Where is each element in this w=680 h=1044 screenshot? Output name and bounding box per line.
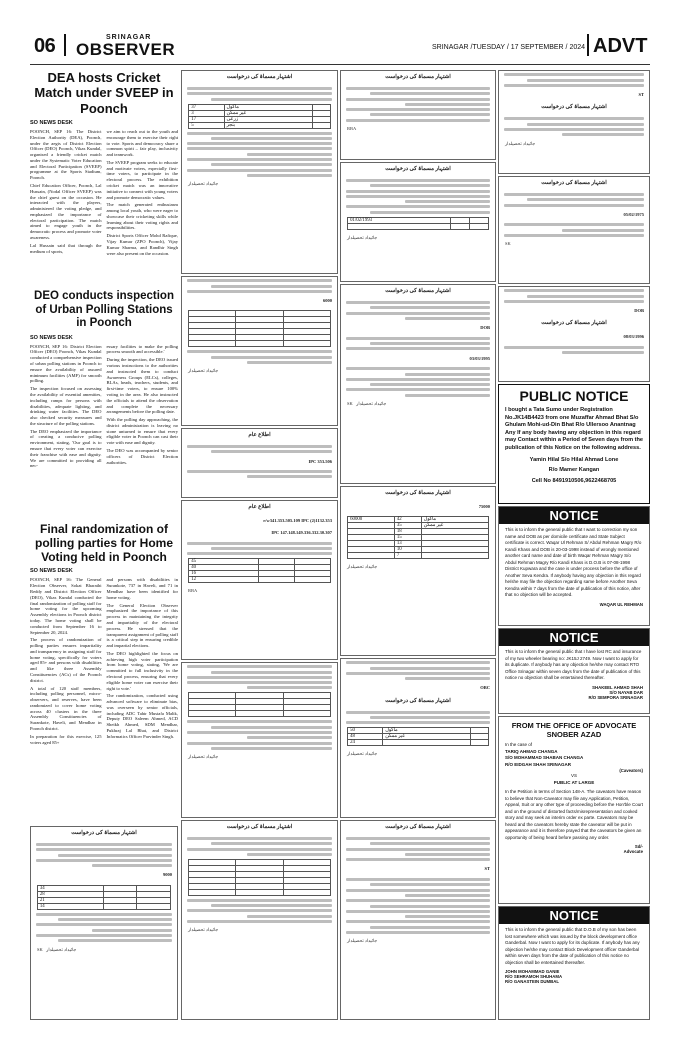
classified-ad (498, 176, 650, 284)
land-table (347, 727, 489, 746)
table-cell: 15 (394, 534, 421, 540)
story-column-2 (107, 129, 179, 258)
story-column-1 (30, 344, 102, 471)
ad-footer: RBA (188, 588, 198, 594)
advocate-heading: FROM THE OFFICE OF ADVOCATE SNOBER AZAD (511, 721, 637, 739)
ad-footer: جائیداد تحصیلدار (347, 234, 378, 240)
table-cell: 16 (189, 571, 259, 577)
ad-footer: جائیداد تحصیلدار (188, 368, 219, 374)
notice-signature: R/O SEHRAMOH SHUHAMA (505, 974, 563, 980)
ad-footer: جائیداد تحصیلدار (347, 751, 378, 757)
amount: 9000 (163, 872, 172, 878)
table-cell: 28 (37, 891, 103, 897)
table-cell: 3 (189, 110, 224, 116)
header-divider (64, 34, 66, 56)
story-column-2 (107, 344, 179, 471)
table-cell: 10 (394, 546, 421, 552)
paragraph: POONCH, SEP 16: The District Election Authority (DEA), Poonch, under the aegis of District Election Officer (DEO) Poonch, Vikas Kundal, organised a friendly cricket match under the Systematic Voter Education and Electoral Participation (SVEEP) programme at the Sports Stadium, Poonch. (30, 128, 102, 181)
table-cell: زرعی (224, 116, 312, 122)
brand-city: SRINAGAR (106, 34, 152, 41)
classified-ad (340, 486, 496, 656)
ad-heading: اشتہار مسماۃ کی درخواست (385, 490, 451, 496)
ad-heading: اشتہار مسماۃ کی درخواست (385, 697, 451, 704)
classified-ad (30, 826, 178, 1020)
story-byline: SO NEWS DESK (30, 119, 73, 126)
story-byline: SO NEWS DESK (30, 334, 73, 341)
table-cell: غیر ممکن (421, 522, 488, 528)
party-name: TARIQ AHMAD CHANGA (505, 748, 558, 754)
paragraph: A total of 120 staff members, including polling personnel, micro-observers, and reserves, have been randomized to cover home voting across 40 clusters in the three Assembly Constituencies of Surankote, Haveli, and Mendhar in Poonch district. (30, 685, 102, 731)
table-cell: 40 (189, 565, 259, 571)
notice-signature: SHAKEEL AHMAD SHAH (592, 684, 643, 690)
category: OBC (480, 685, 490, 691)
notice-lost-dob (498, 906, 650, 1020)
notice-signature: R/O GANASTEIN DUMBAL (505, 979, 559, 985)
notice-body: This is to inform the general public that I want to correction my son name and DOB as per domicile certificate and State Subject certificate is correct. Waqar Ul Rehman S/ Abdul Rehman Magry R/o Kandi Khass and DOB is 20-03-1998 instead of wrongly mentioned another card name and date of birth Waqar Rehman Magry S/o Abdul Rehman Magry R/o Kandi Khass is D.O.B is 07-08-1998 District Kupwara and the case is under process before the office of Another Seva Kendra. If anybody having any objection in this regard he/she may file the objection regarding same before Another Seva Kendra within 7 days from the date of publication of this notice, after that no objection will be accepted. (505, 527, 642, 598)
amount: 75000 (478, 503, 490, 509)
land-table (188, 104, 331, 129)
story-randomization (30, 522, 178, 747)
classified-ad (498, 70, 650, 174)
advocate-body: In the Petition in terms of Section 148-A. The caveators have reason to believe that Non-Caveator may file any Application, Petition, Appeal, Suit or any other type of proceeding before the Hon'ble Court and on the ground of distorted facts/misrepresentation and cooked story and may seek an interim order ex parte. Caveators may be heard and the caveators hereby state the caveator will be put in appearance and it is therefore prayed that the caveators be given an opportunity of being heard before passing any order. (505, 789, 643, 840)
ad-heading: اشتہار مسماۃ کی درخواست (385, 166, 451, 172)
table-cell: 45 (189, 559, 259, 565)
classified-ad (340, 658, 496, 818)
story-byline: SO NEWS DESK (30, 568, 73, 575)
notice-address: R/o Mamer Kangan (548, 467, 600, 474)
notice-heading: NOTICE (499, 907, 649, 924)
ad-heading: اطلاع عام (248, 504, 271, 510)
page-header (0, 0, 680, 66)
story-inspection (30, 290, 178, 471)
paragraph: The randomization, conducted using advanced software to eliminate bias, was overseen by senior officials, including ADC Tahir Mustafa Malik, Deputy DEO Saleem Ahmed, ACD Sheikh Ahmed, SDM Mendhar, Pukhraj Lal Bhat, and District Informatics Officer Parvinder Singh. (106, 693, 178, 739)
classified-ad (498, 286, 650, 382)
paragraph: District Sports Officer Mohd Rafique, Vijay Kumar (ZPO Poonch), Vijay Kumar Sharma, and Randhir Singh were also present on the occasion. (106, 233, 178, 256)
notice-name: Yamin Hilal S/o Hilal Ahmad Lone (529, 457, 619, 464)
paragraph: and persons with disabilities in Surankote, 737 in Haveli, and 71 in Mendhar have been identified for home voting. (106, 577, 178, 600)
land-table (188, 558, 331, 583)
advocate-signature: Advocate (623, 849, 643, 855)
brand-logo: OBSERVER (76, 40, 176, 59)
classified-ad (181, 276, 338, 426)
party-parent: S/O MOHAMMAD SHABAN CHANGA (505, 755, 584, 761)
public-notice (498, 384, 650, 504)
ad-footer: جائیداد تحصیلدار (188, 754, 219, 760)
ad-footer: SK جائیداد تحصیلدار (347, 401, 387, 407)
paragraph: we aim to reach out to the youth and encourage them to exercise their right to vote. Sports and democracy share a common spirit – fair play, inclusivity and teamwork. (106, 128, 178, 158)
classified-ad (340, 162, 496, 282)
classified-ad (340, 284, 496, 484)
table-cell: غیر ممکن (383, 734, 471, 740)
paragraph: In preparation for this exercise, 125 voters aged 85+ (30, 733, 102, 745)
ad-footer: SK (505, 241, 511, 247)
ad-heading: اشتہار مسماۃ کی درخواست (541, 320, 607, 327)
notice-name-correction (498, 506, 650, 626)
ad-footer: SK جائیداد تحصیلدار (37, 946, 77, 952)
table-cell: 01/02/1993 (348, 217, 451, 223)
ad-heading: اشتہار مسماۃ کی درخواست (541, 180, 607, 186)
category: ST (484, 866, 490, 872)
advocate-signature: Sd/- (634, 844, 643, 850)
header-rule (30, 64, 650, 65)
paragraph: The General Election Observer emphasized the importance of this process in maintaining the integrity and impartiality of the electoral process. He stressed that the transparent assignment of polling staff is a critical step in ensuring credible and impartial elections. (106, 602, 178, 649)
notice-lost-rc (498, 628, 650, 714)
story-column-1 (30, 577, 102, 747)
ad-footer: جائیداد تحصیلدار (188, 181, 219, 187)
table-cell: 18 (394, 528, 421, 534)
classified-ad (181, 662, 338, 818)
page-number: 06 (34, 35, 56, 57)
notice-body: I bought a Tata Sumo under Registration No.JK14B4423 from one Muzaffar Ahmad Bhat S/o Ghulam Mohi-ud-Din Bhat R/o Ullersoo Anantnag Any If any body having any objection in this regard may Contact within a Period of Seven days from the publication of this Notice on the following address. (505, 407, 644, 451)
section-label: ADVT (593, 35, 648, 57)
story-headline: DEA hosts Cricket Match under SVEEP in Poonch (34, 70, 174, 116)
ad-heading: اشتہار مسماۃ کی درخواست (226, 74, 293, 80)
paragraph: The SVEEP program seeks to educate and motivate voters, especially first-time voters, to participate in the electoral process. The exhibition cricket match was an innovative initiative to connect with young voters and promote democratic values. (106, 159, 178, 200)
classified-ad (340, 820, 496, 1020)
paragraph: Chief Education Officer, Poonch, Lal Hussain, (Nodal Officer SVEEP) was the chief guest on the occasion. He interacted with the players, administered the voting pledge, and emphasized the importance of electoral participation. The match aimed to engage youth in the democratic process and promote voter awareness. (30, 183, 102, 241)
table-cell: 34 (37, 885, 103, 891)
notice-heading: NOTICE (499, 629, 649, 646)
land-table (37, 885, 171, 910)
classified-ad (181, 70, 338, 274)
table-cell: 5 (189, 122, 224, 128)
ipc-section: 147.148.149.336.332.30.307 IPC (271, 529, 332, 535)
table-cell: غیر ممکن (224, 110, 312, 116)
dob-label: DOB (480, 325, 490, 331)
table-cell: 37 (189, 104, 224, 110)
ad-heading: اشتہار مسماۃ کی درخواست (71, 830, 137, 836)
paragraph: essary facilities to make the polling process smooth and accessible.' (106, 343, 178, 355)
table-cell: ماکول (383, 728, 471, 734)
notice-body: This is to inform the general public that D.O.B of my son has been lost somewhere which was issued by the block development office Ganderbal. Now I want to apply for its duplicate. If anybody has any objection he/she may contact Block Development officer Ganderbal within seven days from the date of publication of this notice no objection shall be entertained thereafter. (505, 927, 640, 965)
story-column-2 (107, 577, 179, 747)
table-cell: 12 (189, 577, 259, 583)
table-cell: 35 (394, 522, 421, 528)
ad-heading: اشتہار مسماۃ کی درخواست (385, 74, 451, 80)
ad-heading: اطلاع عام (248, 432, 271, 438)
ipc-section: 353.506 IPC (308, 458, 332, 464)
dob-label: DOB (634, 308, 644, 314)
notice-signature: R/O SEMPORA SRINAGAR (588, 694, 643, 700)
paragraph: The process of randomization of polling parties ensures impartiality and transparency in assigning staff for home voting, specifically for voters aged 85+ and persons with disabilities and like three Assembly Constituencies (ACs) of the Poonch district. (30, 637, 102, 683)
ad-footer: جائیداد تحصیلدار (188, 927, 219, 933)
table-cell: 14 (37, 903, 103, 909)
paragraph: The match generated enthusiasm among local youth, who were eager to showcase their cricketing skills while learning about their voting rights and responsibilities. (106, 202, 178, 231)
section-divider (587, 34, 589, 56)
table-cell: بنجر (224, 122, 312, 128)
ad-heading: اشتہار مسماۃ کی درخواست (385, 288, 451, 294)
paragraph: POONCH, SEP 16: The General Election Observer, Sokat Bharathi Reddy and District Election Officer (DEO), Vikas Kundal conducted the final randomization of polling staff for home voting for the upcoming Assembly elections in Poonch district today. The home voting shall be conducted from September 16 to September 20, 2024. (30, 577, 102, 635)
ad-footer: جائیداد تحصیلدار (505, 140, 536, 146)
opposing-party: PUBLIC AT LARGE (553, 779, 595, 785)
paragraph: The DEO emphasized the importance of creating a conducive polling environment, stating, 'Our goal is to ensure that every voter can exercise their franchise with ease and dignity. We are committed to providing all nec- (30, 428, 102, 469)
ipc-section: 1132.353(2) r/w341.353.505.109 IPC (263, 517, 332, 523)
land-table (347, 217, 489, 230)
notice-signature: S/O NAYAB DAR (609, 689, 643, 695)
notice-heading: NOTICE (499, 507, 649, 524)
story-cricket (30, 70, 178, 258)
notice-body: This is to inform the general public that I have lost RC and insurance of my two wheeler bearing no: JK15J 2749. Now I want to apply for its duplicate. If anybody has any objection he/she may contact RTO Office Srinagar within seven days from the date of publication of this notice no objection shall be entertained thereafter. (505, 649, 642, 681)
ad-footer: RBA (347, 126, 357, 132)
paragraph: Lal Hussain said that through the medium of sports, (30, 242, 102, 254)
party-role: (Caveators) (619, 768, 643, 774)
amount: 6000 (323, 298, 332, 304)
notice-signature: WAQAR UL REHMAN (599, 601, 643, 607)
notice-heading: PUBLIC NOTICE (519, 388, 629, 404)
dob-value: 08/03/1996 (623, 334, 644, 340)
land-table (188, 859, 331, 896)
paragraph: POONCH, SEP 16: District Election Officer (DEO) Poonch, Vikas Kundal conducted a comprehensive inspection of urban polling stations in Poonch to ensure the availability of assured minimum facilities (AMF) for smooth polling. (30, 343, 102, 384)
advocate-caveat (498, 716, 650, 904)
dateline: SRINAGAR /TUESDAY / 17 SEPTEMBER / 2024 (432, 44, 586, 51)
table-cell: 50 (348, 728, 383, 734)
ad-heading: اشتہار مسماۃ کی درخواست (541, 104, 607, 111)
land-table (188, 310, 331, 347)
paragraph: The inspection focused on assessing the availability of essential amenities, including ramps for persons with disabilities, adequate lighting, and drinking water facilities. The DEO also checked security measures and the structure of the polling stations. (30, 386, 102, 426)
table-cell: 60000 (348, 516, 395, 522)
classified-ad (181, 820, 338, 1020)
land-table (188, 692, 331, 717)
ad-heading: اشتہار مسماۃ کی درخواست (226, 824, 293, 830)
classified-ad (340, 70, 496, 160)
story-column-1 (30, 129, 102, 258)
paragraph: With the polling day approaching, the district administration is leaving no stone unturned to ensure that every eligible voter in Poonch can cast their vote with ease and dignity. (106, 417, 178, 446)
ad-footer: جائیداد تحصیلدار (347, 563, 378, 569)
table-cell: 7 (394, 552, 421, 558)
table-cell: 13 (394, 540, 421, 546)
notice-cell: Cell No 8491910506,9622468705 (531, 477, 617, 484)
ad-heading: اشتہار مسماۃ کی درخواست (385, 824, 451, 830)
classified-ad (181, 428, 338, 498)
case-of: In the case of (505, 742, 533, 747)
versus: VS (570, 773, 577, 779)
table-cell: 48 (348, 734, 383, 740)
dob-value: 05/02/1975 (623, 211, 644, 217)
dob-value: 03/03/1995 (469, 355, 490, 361)
party-address: R/O EIDGAH SHAH SRINAGAR (505, 761, 572, 767)
paragraph: The DEO highlighted the focus on achieving high voter participation from home voting, stating, 'We are committed to full inclusivity in the electoral process, ensuring that every eligible home voter can exercise their right to vote.' (106, 650, 178, 691)
table-cell: 24 (348, 740, 383, 746)
story-headline: DEO conducts inspection of Urban Polling Stations in Poonch (34, 290, 174, 330)
table-cell: 17 (189, 116, 224, 122)
land-table (347, 516, 489, 559)
table-cell: ماکول (224, 104, 312, 110)
classified-ad (181, 500, 338, 660)
ad-footer: جائیداد تحصیلدار (347, 938, 378, 944)
table-cell: 21 (37, 897, 103, 903)
table-cell: 42 (394, 516, 421, 522)
category: ST (638, 92, 644, 98)
paragraph: The DEO was accompanied by senior officers of District Election authorities. (106, 447, 178, 465)
notice-signature: JOHN MOHAMMAD GANIE (505, 969, 560, 975)
table-cell: ماکول (421, 516, 488, 522)
story-headline: Final randomization of polling parties for Home Voting held in Poonch (34, 522, 173, 565)
paragraph: During the inspection, the DEO issued various instructions to the authorities and instructed them to conduct Awareness Groups (ELCs), colleges, BLAs, heads, teachers, students, and first-time voters, to ensure 100% voting in the area. He also instructed the officials to attend the observation and complete the necessary arrangements before the polling date. (106, 357, 178, 415)
